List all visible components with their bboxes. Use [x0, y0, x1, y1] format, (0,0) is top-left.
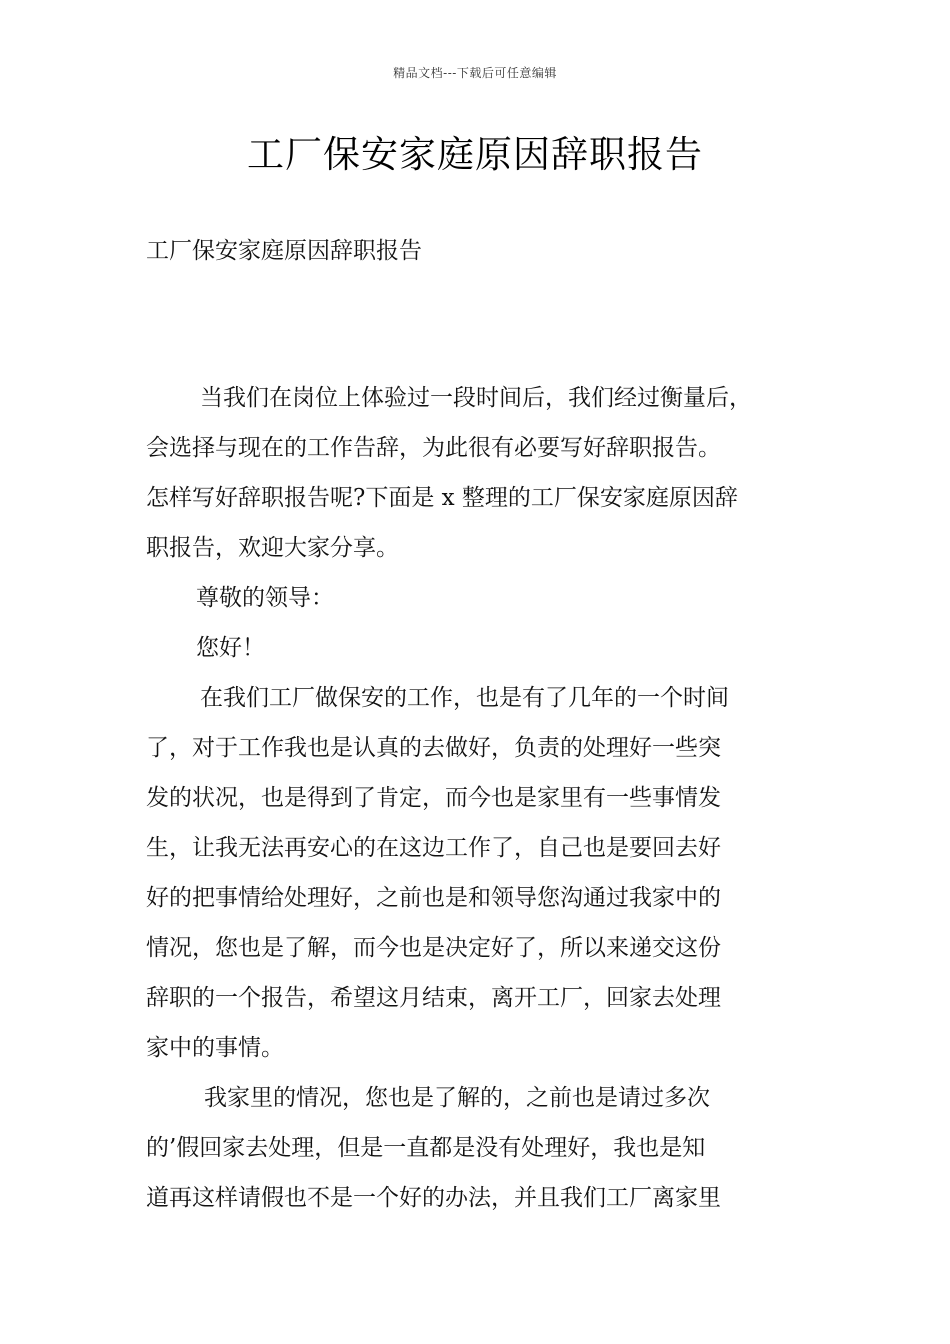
- document-body: [146, 373, 811, 1223]
- body-line: 情况，您也是了解，而今也是决定好了，所以来递交这份: [146, 935, 721, 961]
- body-line: 在我们工厂做保安的工作，也是有了几年的一个时间: [200, 685, 729, 711]
- body-line: 发的状况，也是得到了肯定，而今也是家里有一些事情发: [146, 785, 721, 811]
- salutation: 尊敬的领导：: [196, 585, 334, 611]
- body-line: 生，让我无法再安心的在这边工作了，自己也是要回去好: [146, 835, 721, 861]
- body-line: 了，对于工作我也是认真的去做好，负责的处理好一些突: [146, 735, 721, 761]
- body-line: 好的把事情给处理好，之前也是和领导您沟通过我家中的: [146, 885, 721, 911]
- body-line: 道再这样请假也不是一个好的办法，并且我们工厂离家里: [146, 1185, 721, 1211]
- document-subtitle: 工厂保安家庭原因辞职报告: [146, 238, 422, 264]
- body-line: 怎样写好辞职报告呢?下面是 x 整理的工厂保安家庭原因辞: [146, 485, 738, 511]
- body-line: 职报告，欢迎大家分享。: [146, 535, 399, 561]
- body-line: 当我们在岗位上体验过一段时间后，我们经过衡量后，: [200, 385, 752, 411]
- header-note: 精品文档---下载后可任意编辑: [393, 66, 557, 80]
- body-line: 会选择与现在的工作告辞，为此很有必要写好辞职报告。: [146, 435, 721, 461]
- body-line: 辞职的一个报告，希望这月结束，离开工厂，回家去处理: [146, 985, 721, 1011]
- document-title: 工厂保安家庭原因辞职报告: [247, 133, 703, 176]
- greeting: 您好！: [196, 635, 265, 661]
- body-line: 家中的事情。: [146, 1035, 284, 1061]
- body-line: 我家里的情况，您也是了解的，之前也是请过多次: [204, 1085, 710, 1111]
- body-line: 的’假回家去处理，但是一直都是没有处理好，我也是知: [146, 1135, 706, 1161]
